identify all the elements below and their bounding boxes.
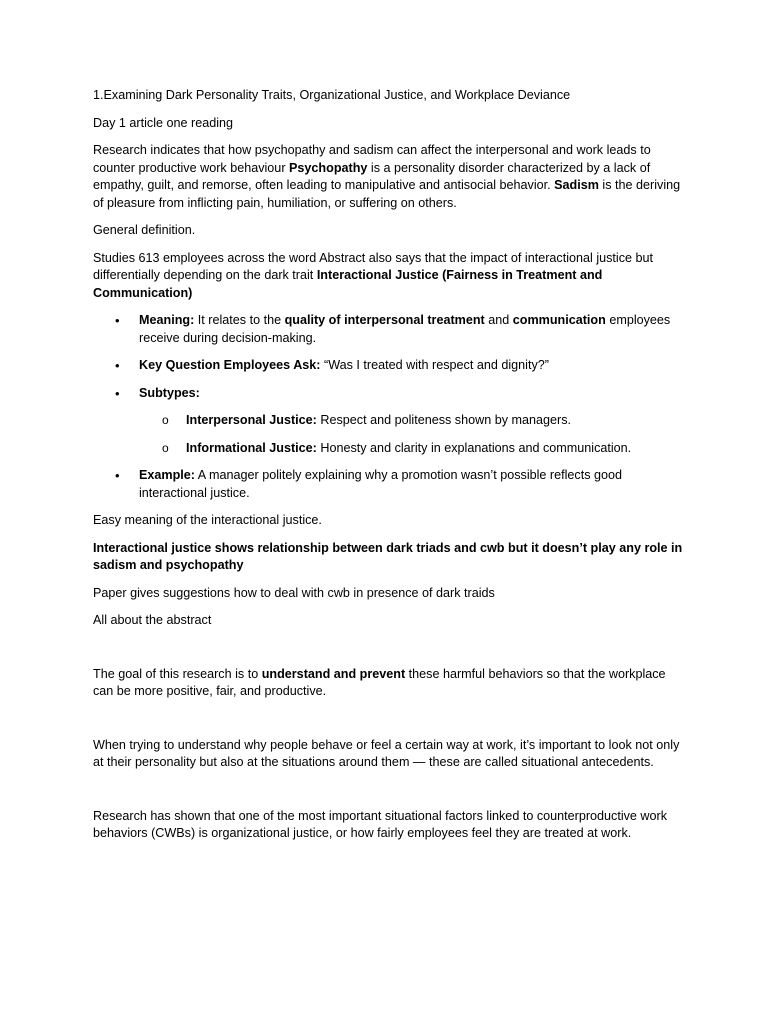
- text-run: It relates to the: [194, 313, 285, 327]
- bullet-example: [93, 467, 683, 502]
- bullet-list: [93, 312, 683, 502]
- text-run: Research indicates that how psychopathy and sadism can affect the interpersonal and work leads to counter productive work behaviour: [93, 143, 651, 175]
- subtype-interpersonal: [139, 412, 683, 430]
- text-run: Studies 613 employees across the word Abstract also says that the impact of interactional justice but differentially depending on the dark trait: [93, 250, 654, 282]
- bold-sadism: Sadism: [554, 178, 599, 192]
- bold-run: Interactional justice shows relationship between dark triads and cwb but it doesn’t play any role in sadism and psychopathy: [93, 540, 683, 572]
- text-run: employees receive during decision-making.: [139, 313, 671, 345]
- bold-run: communication: [512, 313, 606, 327]
- subtype-list: [139, 412, 683, 457]
- bullet-label: Meaning:: [139, 313, 195, 327]
- text-run: The goal of this research is to: [93, 666, 262, 681]
- text-run: and: [484, 313, 513, 327]
- bullet-label: Key Question Employees Ask:: [139, 358, 321, 372]
- document-title: 1.Examining Dark Personality Traits, Organizational Justice, and Workplace Deviance: [93, 88, 571, 102]
- abstract-note: All about the abstract: [93, 613, 212, 627]
- bold-understand-prevent: understand and prevent: [261, 666, 406, 681]
- text-run: Honesty and clarity in explanations and communication.: [316, 440, 632, 455]
- suggestions-line: Paper gives suggestions how to deal with cwb in presence of dark traids: [93, 585, 495, 600]
- paragraph-studies: [93, 250, 683, 303]
- bullet-key-question: [93, 357, 683, 375]
- day-line: Day 1 article one reading: [93, 115, 234, 130]
- text-run: Respect and politeness shown by managers.: [316, 413, 572, 427]
- general-definition: General definition.: [93, 223, 196, 237]
- easy-meaning: Easy meaning of the interactional justice.: [93, 513, 322, 527]
- subtype-label: Informational Justice:: [186, 440, 317, 455]
- paragraph-research-indicates: [93, 142, 683, 212]
- text-run: is the deriving of pleasure from inflicting pain, humiliation, or suffering on others.: [93, 178, 681, 210]
- bold-interactional-justice-heading: Interactional Justice (Fairness in Treatment and Communication): [93, 268, 603, 300]
- text-run: A manager politely explaining why a promotion wasn’t possible reflects good interactional justice.: [139, 468, 623, 500]
- bold-psychopathy: Psychopathy: [289, 160, 368, 175]
- paragraph-situational: When trying to understand why people behave or feel a certain way at work, it’s important to look not only at their personality but also at the situations around them — these are called situational antecedents.: [93, 737, 680, 769]
- bullet-label: Example:: [139, 468, 195, 482]
- paragraph-research-factors: Research has shown that one of the most important situational factors linked to counterproductive work behaviors (CWBs) is organizational justice, or how fairly employees feel they are treated at work.: [93, 808, 668, 840]
- paragraph-goal: [93, 666, 683, 701]
- bullet-subtypes: [93, 385, 683, 458]
- subtype-label: Interpersonal Justice:: [186, 413, 317, 427]
- bullet-meaning: [93, 312, 683, 347]
- subtype-informational: [139, 440, 683, 458]
- text-run: these harmful behaviors so that the workplace can be more positive, fair, and productive.: [93, 666, 666, 698]
- document-body: [93, 87, 683, 853]
- bold-run: quality of interpersonal treatment: [284, 313, 485, 327]
- text-run: is a personality disorder characterized by a lack of empathy, guilt, and remorse, often leading to manipulative and antisocial behavior.: [93, 160, 651, 192]
- bullet-label: Subtypes:: [139, 385, 200, 400]
- text-run: “Was I treated with respect and dignity?”: [320, 358, 549, 372]
- bold-statement: [93, 540, 683, 575]
